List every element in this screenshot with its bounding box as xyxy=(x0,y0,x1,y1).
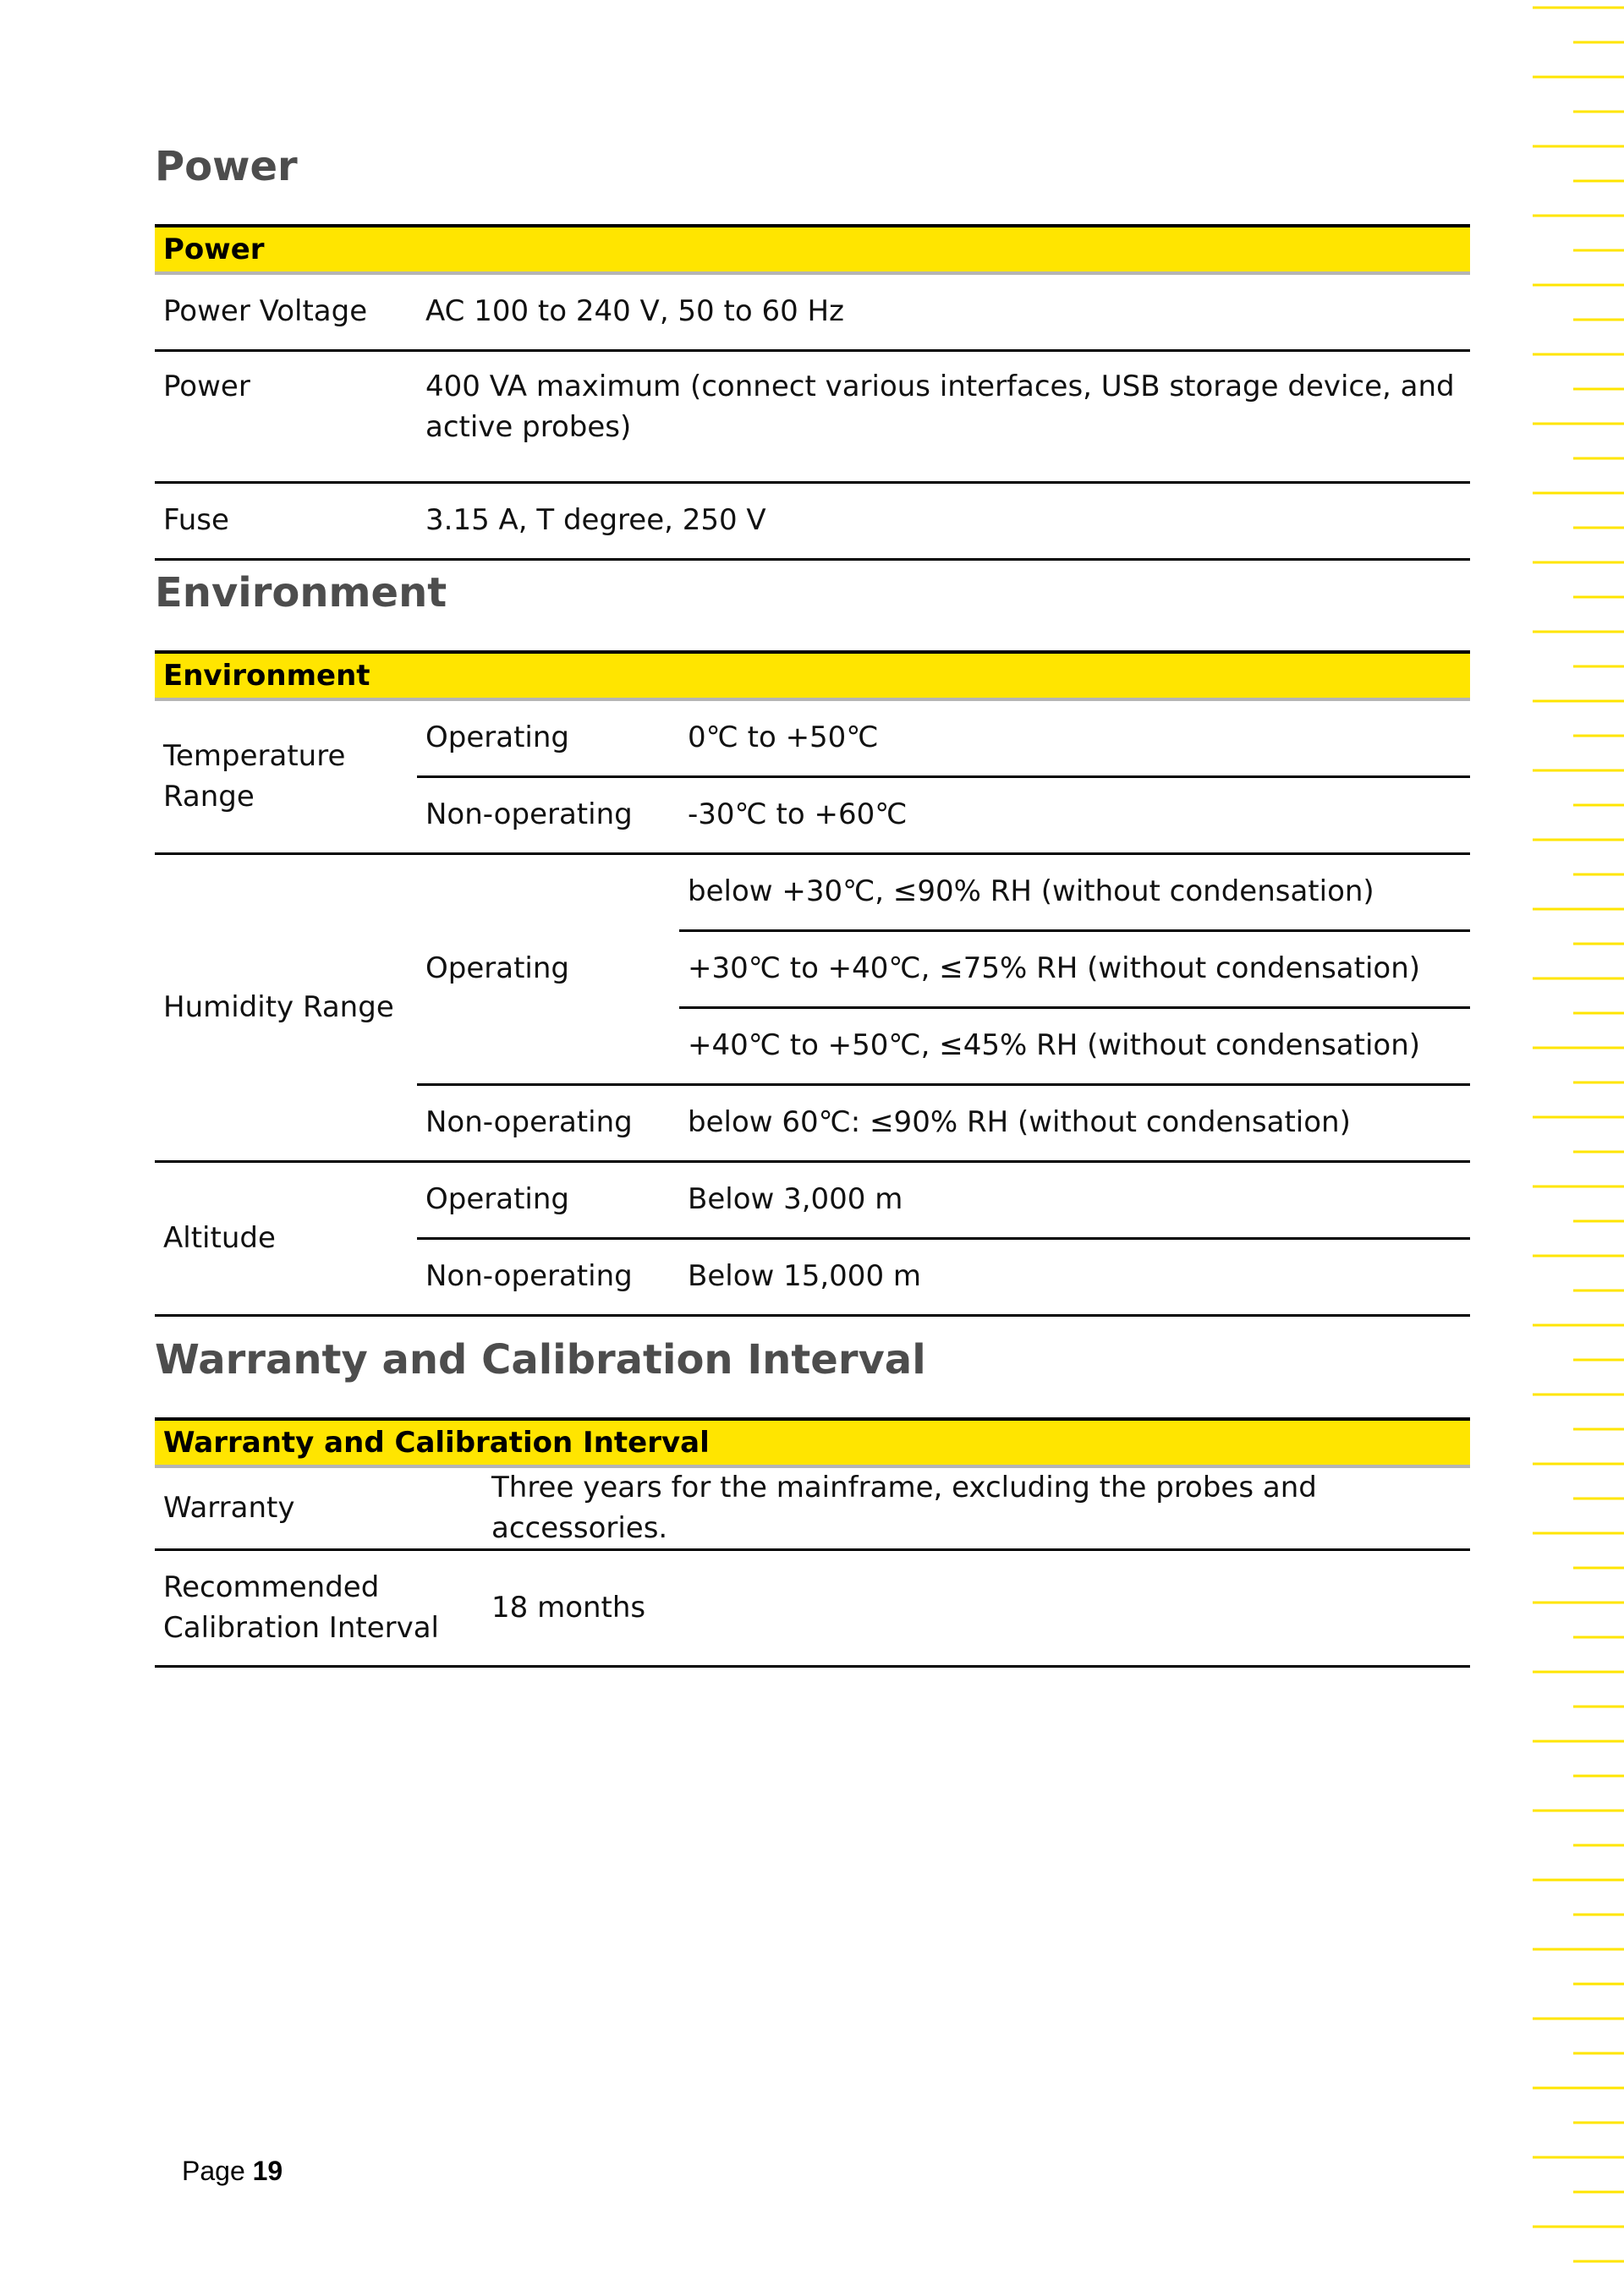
table-row xyxy=(155,1550,1470,1667)
row-value: 3.15 A, T degree, 250 V xyxy=(417,483,1470,560)
table-header-label: Power xyxy=(155,226,1470,273)
row-value: +30℃ to +40℃, ≤75% RH (without condensation) xyxy=(679,931,1470,1008)
humidity-range-label: Humidity Range xyxy=(155,854,417,1162)
row-sublabel: Operating xyxy=(417,854,679,1085)
row-sublabel: Operating xyxy=(417,699,679,777)
row-value: AC 100 to 240 V, 50 to 60 Hz xyxy=(417,273,1470,351)
page-label: Page xyxy=(182,2156,245,2186)
section-title-power: Power xyxy=(155,143,298,190)
row-value: Below 3,000 m xyxy=(679,1162,1470,1239)
row-value: below +30℃, ≤90% RH (without condensation) xyxy=(679,854,1470,931)
section-title-warranty: Warranty and Calibration Interval xyxy=(155,1336,926,1384)
warranty-table-header xyxy=(155,1419,1470,1466)
page-footer xyxy=(182,2156,283,2187)
row-value: Below 15,000 m xyxy=(679,1239,1470,1316)
table-header-label: Warranty and Calibration Interval xyxy=(155,1419,1470,1466)
environment-table-header xyxy=(155,652,1470,699)
table-row xyxy=(155,483,1470,560)
row-value: +40℃ to +50℃, ≤45% RH (without condensation) xyxy=(679,1008,1470,1085)
table-row xyxy=(155,699,1470,777)
table-row xyxy=(155,351,1470,483)
table-row xyxy=(155,1162,1470,1239)
temperature-range-label: Temperature Range xyxy=(155,699,417,854)
row-value: 0℃ to +50℃ xyxy=(679,699,1470,777)
row-value: Three years for the mainframe, excluding the probes and accessories. xyxy=(483,1466,1470,1550)
altitude-label: Altitude xyxy=(155,1162,417,1316)
environment-table xyxy=(155,650,1470,1317)
row-sublabel: Operating xyxy=(417,1162,679,1239)
row-value: 400 VA maximum (connect various interfaces, USB storage device, and active probes) xyxy=(417,351,1470,483)
row-sublabel: Non-operating xyxy=(417,1239,679,1316)
table-row xyxy=(155,854,1470,931)
power-table-header xyxy=(155,226,1470,273)
row-label: Power xyxy=(155,351,417,483)
row-label: Power Voltage xyxy=(155,273,417,351)
warranty-table xyxy=(155,1417,1470,1668)
row-value: below 60℃: ≤90% RH (without condensation) xyxy=(679,1085,1470,1162)
table-row xyxy=(155,273,1470,351)
table-header-label: Environment xyxy=(155,652,1470,699)
row-sublabel: Non-operating xyxy=(417,1085,679,1162)
row-label: Warranty xyxy=(155,1466,483,1550)
row-sublabel: Non-operating xyxy=(417,777,679,854)
power-table xyxy=(155,224,1470,561)
row-value: 18 months xyxy=(483,1550,1470,1667)
row-label: Fuse xyxy=(155,483,417,560)
row-value: -30℃ to +60℃ xyxy=(679,777,1470,854)
page-number: 19 xyxy=(252,2156,283,2186)
row-label: Recommended Calibration Interval xyxy=(155,1550,483,1667)
table-row xyxy=(155,1466,1470,1550)
section-title-environment: Environment xyxy=(155,569,447,616)
